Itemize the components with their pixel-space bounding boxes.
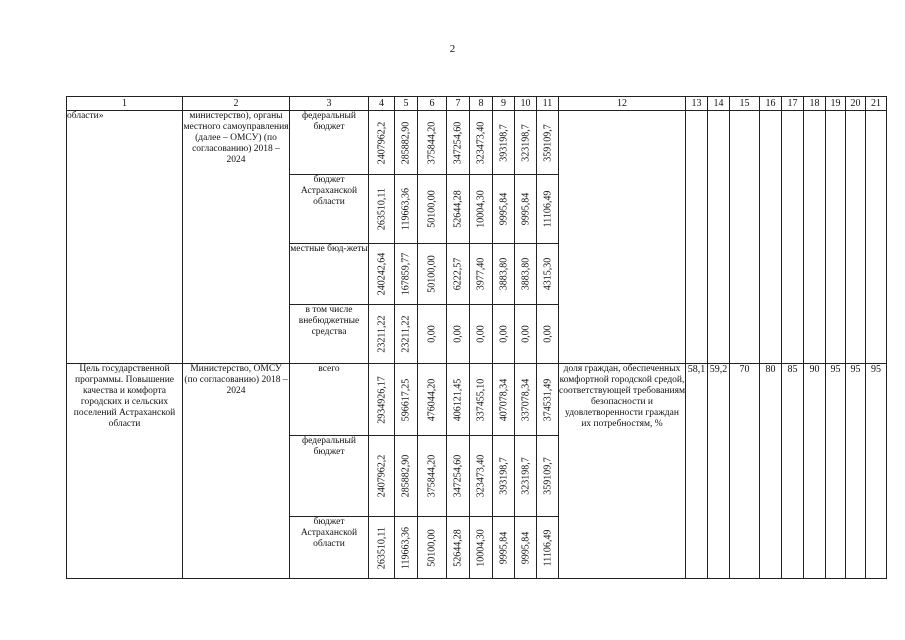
amount-cell: 374531,49 xyxy=(537,364,559,436)
col-number: 12 xyxy=(559,97,686,111)
col-number: 19 xyxy=(826,97,846,111)
amount-cell: 9995,84 xyxy=(515,175,537,244)
amount-cell: 323473,40 xyxy=(470,111,493,175)
goal-cell: области» xyxy=(67,111,183,364)
amount-cell: 2407962,2 xyxy=(369,111,395,175)
indicator-value: 58,1 xyxy=(686,364,708,579)
col-number: 17 xyxy=(782,97,804,111)
amount-cell: 406121,45 xyxy=(447,364,470,436)
indicator-value xyxy=(826,111,846,364)
amount-cell: 11106,49 xyxy=(537,175,559,244)
amount-cell: 263510,11 xyxy=(369,175,395,244)
col-number: 14 xyxy=(708,97,730,111)
amount-cell: 347254,60 xyxy=(447,111,470,175)
funding-source: бюджет Астраханской области xyxy=(290,175,369,244)
col-number: 18 xyxy=(804,97,826,111)
col-number: 13 xyxy=(686,97,708,111)
amount-cell: 10004,30 xyxy=(470,517,493,579)
amount-cell: 375844,20 xyxy=(418,436,447,517)
amount-cell: 285882,90 xyxy=(395,436,418,517)
executor-cell: министерство), органы местного самоуправления (далее – ОМСУ) (по согласованию) 2018 – 2024 xyxy=(183,111,290,364)
amount-cell: 4315,30 xyxy=(537,244,559,305)
header-row xyxy=(67,97,887,111)
col-number: 6 xyxy=(418,97,447,111)
indicator-value: 85 xyxy=(782,364,804,579)
amount-cell: 0,00 xyxy=(418,305,447,364)
table-row xyxy=(67,364,887,436)
amount-cell: 9995,84 xyxy=(493,175,515,244)
indicator-cell xyxy=(559,111,686,364)
amount-cell: 23211,22 xyxy=(395,305,418,364)
indicator-cell: доля граждан, обеспеченных комфортной городской средой, соответствующей требованиям безопасности и удовлетворенности граждан их потребностям, % xyxy=(559,364,686,579)
col-number: 8 xyxy=(470,97,493,111)
col-number: 2 xyxy=(183,97,290,111)
amount-cell: 359109,7 xyxy=(537,111,559,175)
amount-cell: 0,00 xyxy=(493,305,515,364)
amount-cell: 285882,90 xyxy=(395,111,418,175)
amount-cell: 50100,00 xyxy=(418,175,447,244)
indicator-value xyxy=(760,111,782,364)
col-number: 4 xyxy=(369,97,395,111)
amount-cell: 407078,34 xyxy=(493,364,515,436)
indicator-value: 95 xyxy=(866,364,887,579)
col-number: 21 xyxy=(866,97,887,111)
col-number: 3 xyxy=(290,97,369,111)
col-number: 20 xyxy=(846,97,866,111)
amount-cell: 119663,36 xyxy=(395,175,418,244)
amount-cell: 11106,49 xyxy=(537,517,559,579)
amount-cell: 2407962,2 xyxy=(369,436,395,517)
amount-cell: 10004,30 xyxy=(470,175,493,244)
indicator-value xyxy=(708,111,730,364)
amount-cell: 337078,34 xyxy=(515,364,537,436)
funding-source: федеральный бюджет xyxy=(290,111,369,175)
indicator-value xyxy=(846,111,866,364)
amount-cell: 596617,25 xyxy=(395,364,418,436)
amount-cell: 263510,11 xyxy=(369,517,395,579)
goal-cell: Цель государственной программы. Повышение качества и комфорта городских и сельских поселений Астраханской области xyxy=(67,364,183,579)
amount-cell: 9995,84 xyxy=(515,517,537,579)
indicator-value: 80 xyxy=(760,364,782,579)
amount-cell: 3883,80 xyxy=(493,244,515,305)
col-number: 15 xyxy=(730,97,760,111)
amount-cell: 50100,00 xyxy=(418,244,447,305)
indicator-value: 95 xyxy=(846,364,866,579)
table-row xyxy=(67,111,887,175)
amount-cell: 52644,28 xyxy=(447,175,470,244)
amount-cell: 3883,80 xyxy=(515,244,537,305)
funding-source: бюджет Астраханской области xyxy=(290,517,369,579)
amount-cell: 323473,40 xyxy=(470,436,493,517)
amount-cell: 393198,7 xyxy=(493,436,515,517)
indicator-value xyxy=(730,111,760,364)
funding-source: местные бюд-жеты xyxy=(290,244,369,305)
col-number: 16 xyxy=(760,97,782,111)
amount-cell: 359109,7 xyxy=(537,436,559,517)
amount-cell: 23211,22 xyxy=(369,305,395,364)
amount-cell: 52644,28 xyxy=(447,517,470,579)
funding-source: федеральный бюджет xyxy=(290,436,369,517)
amount-cell: 3977,40 xyxy=(470,244,493,305)
col-number: 1 xyxy=(67,97,183,111)
amount-cell: 393198,7 xyxy=(493,111,515,175)
executor-cell: Министерство, ОМСУ (по согласованию) 2018 – 2024 xyxy=(183,364,290,579)
funding-source: всего xyxy=(290,364,369,436)
amount-cell: 50100,00 xyxy=(418,517,447,579)
indicator-value: 90 xyxy=(804,364,826,579)
amount-cell: 337455,10 xyxy=(470,364,493,436)
indicator-value xyxy=(804,111,826,364)
amount-cell: 119663,36 xyxy=(395,517,418,579)
indicator-value xyxy=(782,111,804,364)
funding-source: в том числе внебюджетные средства xyxy=(290,305,369,364)
amount-cell: 375844,20 xyxy=(418,111,447,175)
amount-cell: 2934926,17 xyxy=(369,364,395,436)
col-number: 11 xyxy=(537,97,559,111)
amount-cell: 9995,84 xyxy=(493,517,515,579)
page-number: 2 xyxy=(449,43,456,55)
amount-cell: 323198,7 xyxy=(515,436,537,517)
col-number: 5 xyxy=(395,97,418,111)
indicator-value xyxy=(686,111,708,364)
amount-cell: 323198,7 xyxy=(515,111,537,175)
amount-cell: 476044,20 xyxy=(418,364,447,436)
indicator-value: 70 xyxy=(730,364,760,579)
amount-cell: 0,00 xyxy=(515,305,537,364)
col-number: 10 xyxy=(515,97,537,111)
amount-cell: 347254,60 xyxy=(447,436,470,517)
amount-cell: 0,00 xyxy=(447,305,470,364)
amount-cell: 6222,57 xyxy=(447,244,470,305)
amount-cell: 167859,77 xyxy=(395,244,418,305)
indicator-value: 95 xyxy=(826,364,846,579)
program-table xyxy=(66,96,887,579)
col-number: 7 xyxy=(447,97,470,111)
amount-cell: 0,00 xyxy=(470,305,493,364)
indicator-value: 59,2 xyxy=(708,364,730,579)
col-number: 9 xyxy=(493,97,515,111)
amount-cell: 240242,64 xyxy=(369,244,395,305)
indicator-value xyxy=(866,111,887,364)
amount-cell: 0,00 xyxy=(537,305,559,364)
